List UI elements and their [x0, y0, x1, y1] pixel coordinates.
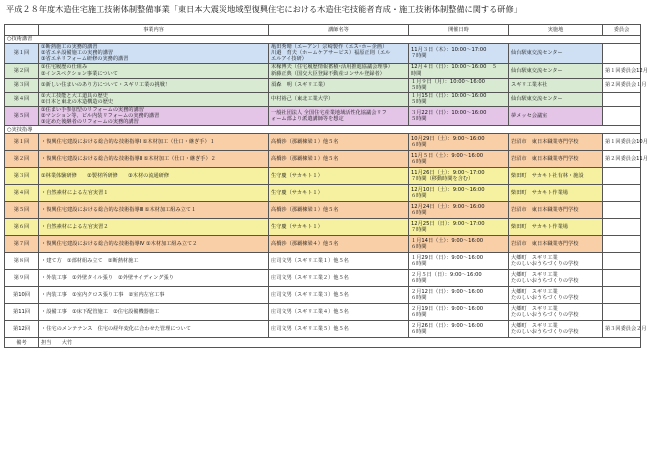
row-place-line: 大郷町 スギリ工業: [511, 289, 558, 296]
row-date-line: ７時間（移動時間を含む）: [411, 176, 474, 183]
row-committee: 第１回委員会12月: [603, 63, 641, 78]
row-date: [409, 236, 509, 253]
row-content-line: ②マンション等、ビル内装リフォームの実務的講習: [41, 112, 160, 119]
row-date: [409, 106, 509, 126]
row-lecturer: 生守慶（サカキト１）: [269, 168, 409, 185]
schedule-table: [4, 24, 648, 348]
row-lecturer: 高橋渉（那覇棟梁１）他５名: [269, 202, 409, 219]
row-place: [509, 304, 603, 321]
row-date: [409, 253, 509, 270]
row-date: [409, 134, 509, 151]
row-date-line: 10月29日（土）：9:00～16:00: [411, 136, 485, 143]
row-place-line: たのしいおうちづくりの学校: [511, 278, 579, 285]
row-place: スギリ工業本社: [509, 78, 603, 92]
row-committee: 第２回委員会１月: [603, 78, 641, 92]
prac-table-row: [5, 236, 641, 253]
row-place-line: 大郷町 スギリ工業: [511, 306, 558, 313]
row-content-line: ①住宅履歴の仕組み: [41, 64, 88, 71]
remark-row: [5, 338, 641, 348]
row-lecturer-line: 新藤正典（国交大臣登録不動産コンサル登録者）: [271, 70, 385, 77]
row-number: 第２回: [5, 63, 39, 78]
prac-table-row: [5, 287, 641, 304]
row-date-line: １月29日（日）：9:00～16:00: [411, 255, 484, 262]
row-date-line: ６時間: [411, 329, 427, 336]
row-content: ・自然素材による左官実習２: [39, 219, 269, 236]
row-date-line: ５時間: [411, 99, 427, 106]
row-date: [409, 270, 509, 287]
row-lecturer: [269, 92, 409, 106]
row-lecturer: 庄司文男（スギリ工業２）他５名: [269, 270, 409, 287]
header-place: 実施地: [509, 25, 603, 36]
row-date-line: ６時間: [411, 159, 427, 166]
row-lecturer: 高橋渉（那覇棟梁１）他５名: [269, 134, 409, 151]
row-committee: [603, 236, 641, 253]
row-committee: 第３回委員会２月: [603, 321, 641, 338]
row-number: 第７回: [5, 236, 39, 253]
row-place: 岩沼市 東日本職業専門学校: [509, 202, 603, 219]
row-number: 第４回: [5, 92, 39, 106]
prac-table-row: [5, 321, 641, 338]
row-number: 第８回: [5, 253, 39, 270]
row-number: 第１回: [5, 134, 39, 151]
row-lecturer: [269, 63, 409, 78]
row-lecturer-line: 中村裕己（東北工業大学）: [271, 96, 334, 102]
row-committee: 第２回委員会11月: [603, 151, 641, 168]
row-place: 仙台駅東交流センター: [509, 92, 603, 106]
row-date: [409, 304, 509, 321]
row-place: 岩沼市 東日本職業専門学校: [509, 134, 603, 151]
row-lecturer: [269, 44, 409, 64]
tech-table-row: [5, 92, 641, 106]
row-content-line: ②インスペクション事業について: [41, 70, 118, 77]
row-place: 岩沼市 東日本職業専門学校: [509, 151, 603, 168]
row-lecturer-line: 川邉 育夫（ホームケアサービス）福原正則（エル: [271, 50, 391, 57]
header-committee: 委員会: [603, 25, 641, 36]
tech-table-row: [5, 63, 641, 78]
prac-table-row: [5, 304, 641, 321]
row-committee: [603, 219, 641, 236]
row-number: 第10回: [5, 287, 39, 304]
row-date-line: ６時間: [411, 278, 427, 285]
row-place-line: たのしいおうちづくりの学校: [511, 312, 579, 319]
row-content: [39, 92, 269, 106]
row-content: ・復興住宅建設における総合的な技術指導Ⅱ ①木材加工（仕口・継ぎ手）２: [39, 151, 269, 168]
prac-table-row: [5, 168, 641, 185]
row-number: 第２回: [5, 151, 39, 168]
row-lecturer-line: 末稼博夫（住宅履歴情報蓄積･活用推進協議会理事）: [271, 64, 393, 71]
row-place: 仙台駅東交流センター: [509, 63, 603, 78]
row-place: [509, 287, 603, 304]
prac-table-row: [5, 253, 641, 270]
tech-table-row: [5, 44, 641, 64]
row-lecturer: [269, 78, 409, 92]
row-place: 岩沼市 東日本職業専門学校: [509, 236, 603, 253]
row-number: 第１回: [5, 44, 39, 64]
prac-table-row: [5, 151, 641, 168]
row-committee: [603, 44, 641, 64]
tech-table-row: [5, 106, 641, 126]
row-date-line: 11月５日（土）：9:00～16:00: [411, 153, 484, 160]
remark-label: 備考: [5, 338, 39, 348]
section-prac-row: [5, 126, 641, 134]
row-content: ①林業体験研修 ②製材所研修 ③木材の流通研修: [39, 168, 269, 185]
row-date-line: ６時間: [411, 193, 427, 200]
header-lecturer: 講師名等: [269, 25, 409, 36]
row-lecturer: 高橋渉（那覇棟梁４）他５名: [269, 236, 409, 253]
row-content: ・住宅のメンテナンス 住宅の経年変化に合わせた管理について: [39, 321, 269, 338]
row-number: 第４回: [5, 185, 39, 202]
row-committee: [603, 253, 641, 270]
row-date-line: １月14日（土）：9:00～16:00: [411, 238, 484, 245]
row-place-line: たのしいおうちづくりの学校: [511, 295, 579, 302]
row-number: 第３回: [5, 78, 39, 92]
header-content: 事業内容: [39, 25, 269, 36]
row-committee: [603, 287, 641, 304]
row-place-line: たのしいおうちづくりの学校: [511, 261, 579, 268]
row-date: [409, 168, 509, 185]
row-place: 仙台駅東交流センター: [509, 44, 603, 64]
row-date: [409, 63, 509, 78]
row-date: [409, 219, 509, 236]
row-date-line: ６時間: [411, 244, 427, 251]
prac-table-row: [5, 270, 641, 287]
prac-table-row: [5, 134, 641, 151]
row-date-line: ５時間: [411, 85, 427, 92]
section-prac-label: ○実技指導: [5, 126, 641, 134]
row-place-line: たのしいおうちづくりの学校: [511, 329, 579, 336]
tech-table-row: [5, 78, 641, 92]
row-date-line: ６時間: [411, 142, 427, 149]
row-number: 第９回: [5, 270, 39, 287]
row-place: [509, 270, 603, 287]
row-date: [409, 78, 509, 92]
row-content-line: ③省エネリフォーム研修の実務的講習: [41, 56, 129, 63]
row-lecturer: 生守慶（サカキト１）: [269, 219, 409, 236]
row-place: [509, 321, 603, 338]
row-date-line: １月９日（月）：10:00～16:00: [411, 78, 485, 85]
row-date-line: ２月12日（日）：9:00～16:00: [411, 289, 484, 296]
row-date: [409, 92, 509, 106]
row-lecturer: [269, 106, 409, 126]
prac-table-row: [5, 202, 641, 219]
row-date-line: ２月５日（日）：9:00～16:00: [411, 272, 482, 279]
row-number: 第11回: [5, 304, 39, 321]
row-content: ・内装工事 ①室内クロス張り工事 ②室内左官工事: [39, 287, 269, 304]
row-number: 第12回: [5, 321, 39, 338]
row-content-line: ①新しい住まいのあり方について・スギリ工業の挑戦！: [41, 82, 171, 88]
row-content: [39, 106, 269, 126]
row-number: 第６回: [5, 219, 39, 236]
row-committee: [603, 168, 641, 185]
row-content: ・建て方 ①部材組み立て ②断熱材施工: [39, 253, 269, 270]
row-committee: [603, 92, 641, 106]
row-committee: [603, 185, 641, 202]
row-content-line: ③定めた後継者のリフォームの実務的講習: [41, 119, 139, 126]
header-no: [5, 25, 39, 36]
row-committee: [603, 106, 641, 126]
row-date-line: 12月24日（土）：9:00～16:00: [411, 204, 485, 211]
row-lecturer-line: 一般社団法人 全国住宅産業地域活性化協議会リフ: [271, 109, 387, 116]
row-date-line: １月15日（日）：10:00～16:00: [411, 92, 487, 99]
row-content: ・自然素材による左官実習１: [39, 185, 269, 202]
row-place: [509, 253, 603, 270]
row-place-line: 大郷町 スギリ工業: [511, 255, 558, 262]
row-place: 柴田町 サカキト社有林・施設: [509, 168, 603, 185]
row-committee: [603, 304, 641, 321]
row-date: [409, 151, 509, 168]
remark-value: 担当 大竹: [39, 338, 641, 348]
row-lecturer: 庄司文男（スギリ工業１）他５名: [269, 253, 409, 270]
prac-table-row: [5, 219, 641, 236]
row-committee: [603, 270, 641, 287]
row-date-line: 12月10日（土）：9:00～16:00: [411, 187, 485, 194]
section-tech-label: ○技術講習: [5, 36, 641, 44]
header-date: 開催日時: [409, 25, 509, 36]
row-date-line: ６時間: [411, 295, 427, 302]
row-date-line: ６時間: [411, 210, 427, 217]
row-date: [409, 44, 509, 64]
row-lecturer: 高橋渉（那覇棟梁１）他５名: [269, 151, 409, 168]
row-place: 夢メッセ会議室: [509, 106, 603, 126]
row-number: 第５回: [5, 202, 39, 219]
row-place: 柴田町 サカキト作業場: [509, 185, 603, 202]
row-content-line: ①大工技能と大工道具の歴史: [41, 92, 108, 99]
row-number: 第３回: [5, 168, 39, 185]
row-date-line: ５時間: [411, 115, 427, 122]
row-lecturer-line: 亀田秀晴（エーアン）宗崎製作（エス･ホー企画）: [271, 44, 388, 50]
row-content: ・外装工事 ①外壁タイル張り ②外壁サイディング張り: [39, 270, 269, 287]
row-content: [39, 44, 269, 64]
row-date-line: ２月26日（日）：9:00～16:00: [411, 323, 484, 330]
row-date-line: 11月３日（木）：10:00～17:00: [411, 47, 487, 54]
row-content-line: ①住まい手参加型のリフォームの実務的講習: [41, 106, 144, 113]
row-date-line: ３月22日（日）：10:00～16:00: [411, 109, 487, 116]
row-lecturer-line: エルアイ技研）: [271, 56, 307, 63]
row-date: [409, 321, 509, 338]
table-header-row: [5, 25, 641, 36]
row-date-line: 11月26日（土）：9:00～17:00: [411, 170, 485, 177]
row-content: [39, 63, 269, 78]
page-title: 平成２８年度木造住宅施工技術体制整備事業「東日本大震災地域型復興住宅における木造住宅技能者育成・施工技術体制整備に関する研修」: [6, 4, 522, 14]
row-content-line: ①断熱施工の実務的講習: [41, 44, 98, 50]
row-content: [39, 78, 269, 92]
row-date-line: ６時間: [411, 261, 427, 268]
row-date-line: 12月４日（日）：10:00～16:00 ５: [411, 64, 497, 71]
row-lecturer: 生守慶（サカキト１）: [269, 185, 409, 202]
row-place-line: 大郷町 スギリ工業: [511, 272, 558, 279]
row-lecturer: 庄司文男（スギリ工業３）他５名: [269, 287, 409, 304]
row-content-line: ②日本と東北の木造構造の歴史: [41, 99, 114, 106]
row-lecturer-line: ォーム部より派遣講師等を想定: [271, 115, 344, 122]
row-lecturer: 庄司文男（スギリ工業４）他５名: [269, 304, 409, 321]
row-place-line: 大郷町 スギリ工業: [511, 323, 558, 330]
section-tech-row: [5, 36, 641, 44]
row-content: ・復興住宅建設における総合的な技術指導Ⅰ ①木材加工（仕口・継ぎ手）１: [39, 134, 269, 151]
row-committee: 第１回委員会10月: [603, 134, 641, 151]
row-number: 第５回: [5, 106, 39, 126]
row-date-line: ６時間: [411, 312, 427, 319]
row-date: [409, 185, 509, 202]
row-content-line: ②省エネ設備施工の実務的講習: [41, 50, 114, 57]
row-date: [409, 202, 509, 219]
row-committee: [603, 202, 641, 219]
row-date-line: ７時間: [411, 227, 427, 234]
row-place: 柴田町 サカキト作業場: [509, 219, 603, 236]
row-content: ・復興住宅建設における総合的な技術指導Ⅳ ①木材加工組み立て２: [39, 236, 269, 253]
row-date-line: 12月25日（日）：9:00～17:00: [411, 221, 485, 228]
row-content: ・復興住宅建設における総合的な技術指導Ⅲ ①木材加工組み立て１: [39, 202, 269, 219]
prac-table-row: [5, 185, 641, 202]
row-date-line: ７時間: [411, 53, 427, 60]
row-content: ・設備工事 ①床下配管施工 ②住宅設備機器施工: [39, 304, 269, 321]
row-date: [409, 287, 509, 304]
row-lecturer: 庄司文男（スギリ工業５）他５名: [269, 321, 409, 338]
row-lecturer-line: 須森 明（スギリ工業）: [271, 82, 329, 88]
row-date-line: 時間: [411, 70, 422, 77]
row-date-line: ２月19日（日）：9:00～16:00: [411, 306, 484, 313]
